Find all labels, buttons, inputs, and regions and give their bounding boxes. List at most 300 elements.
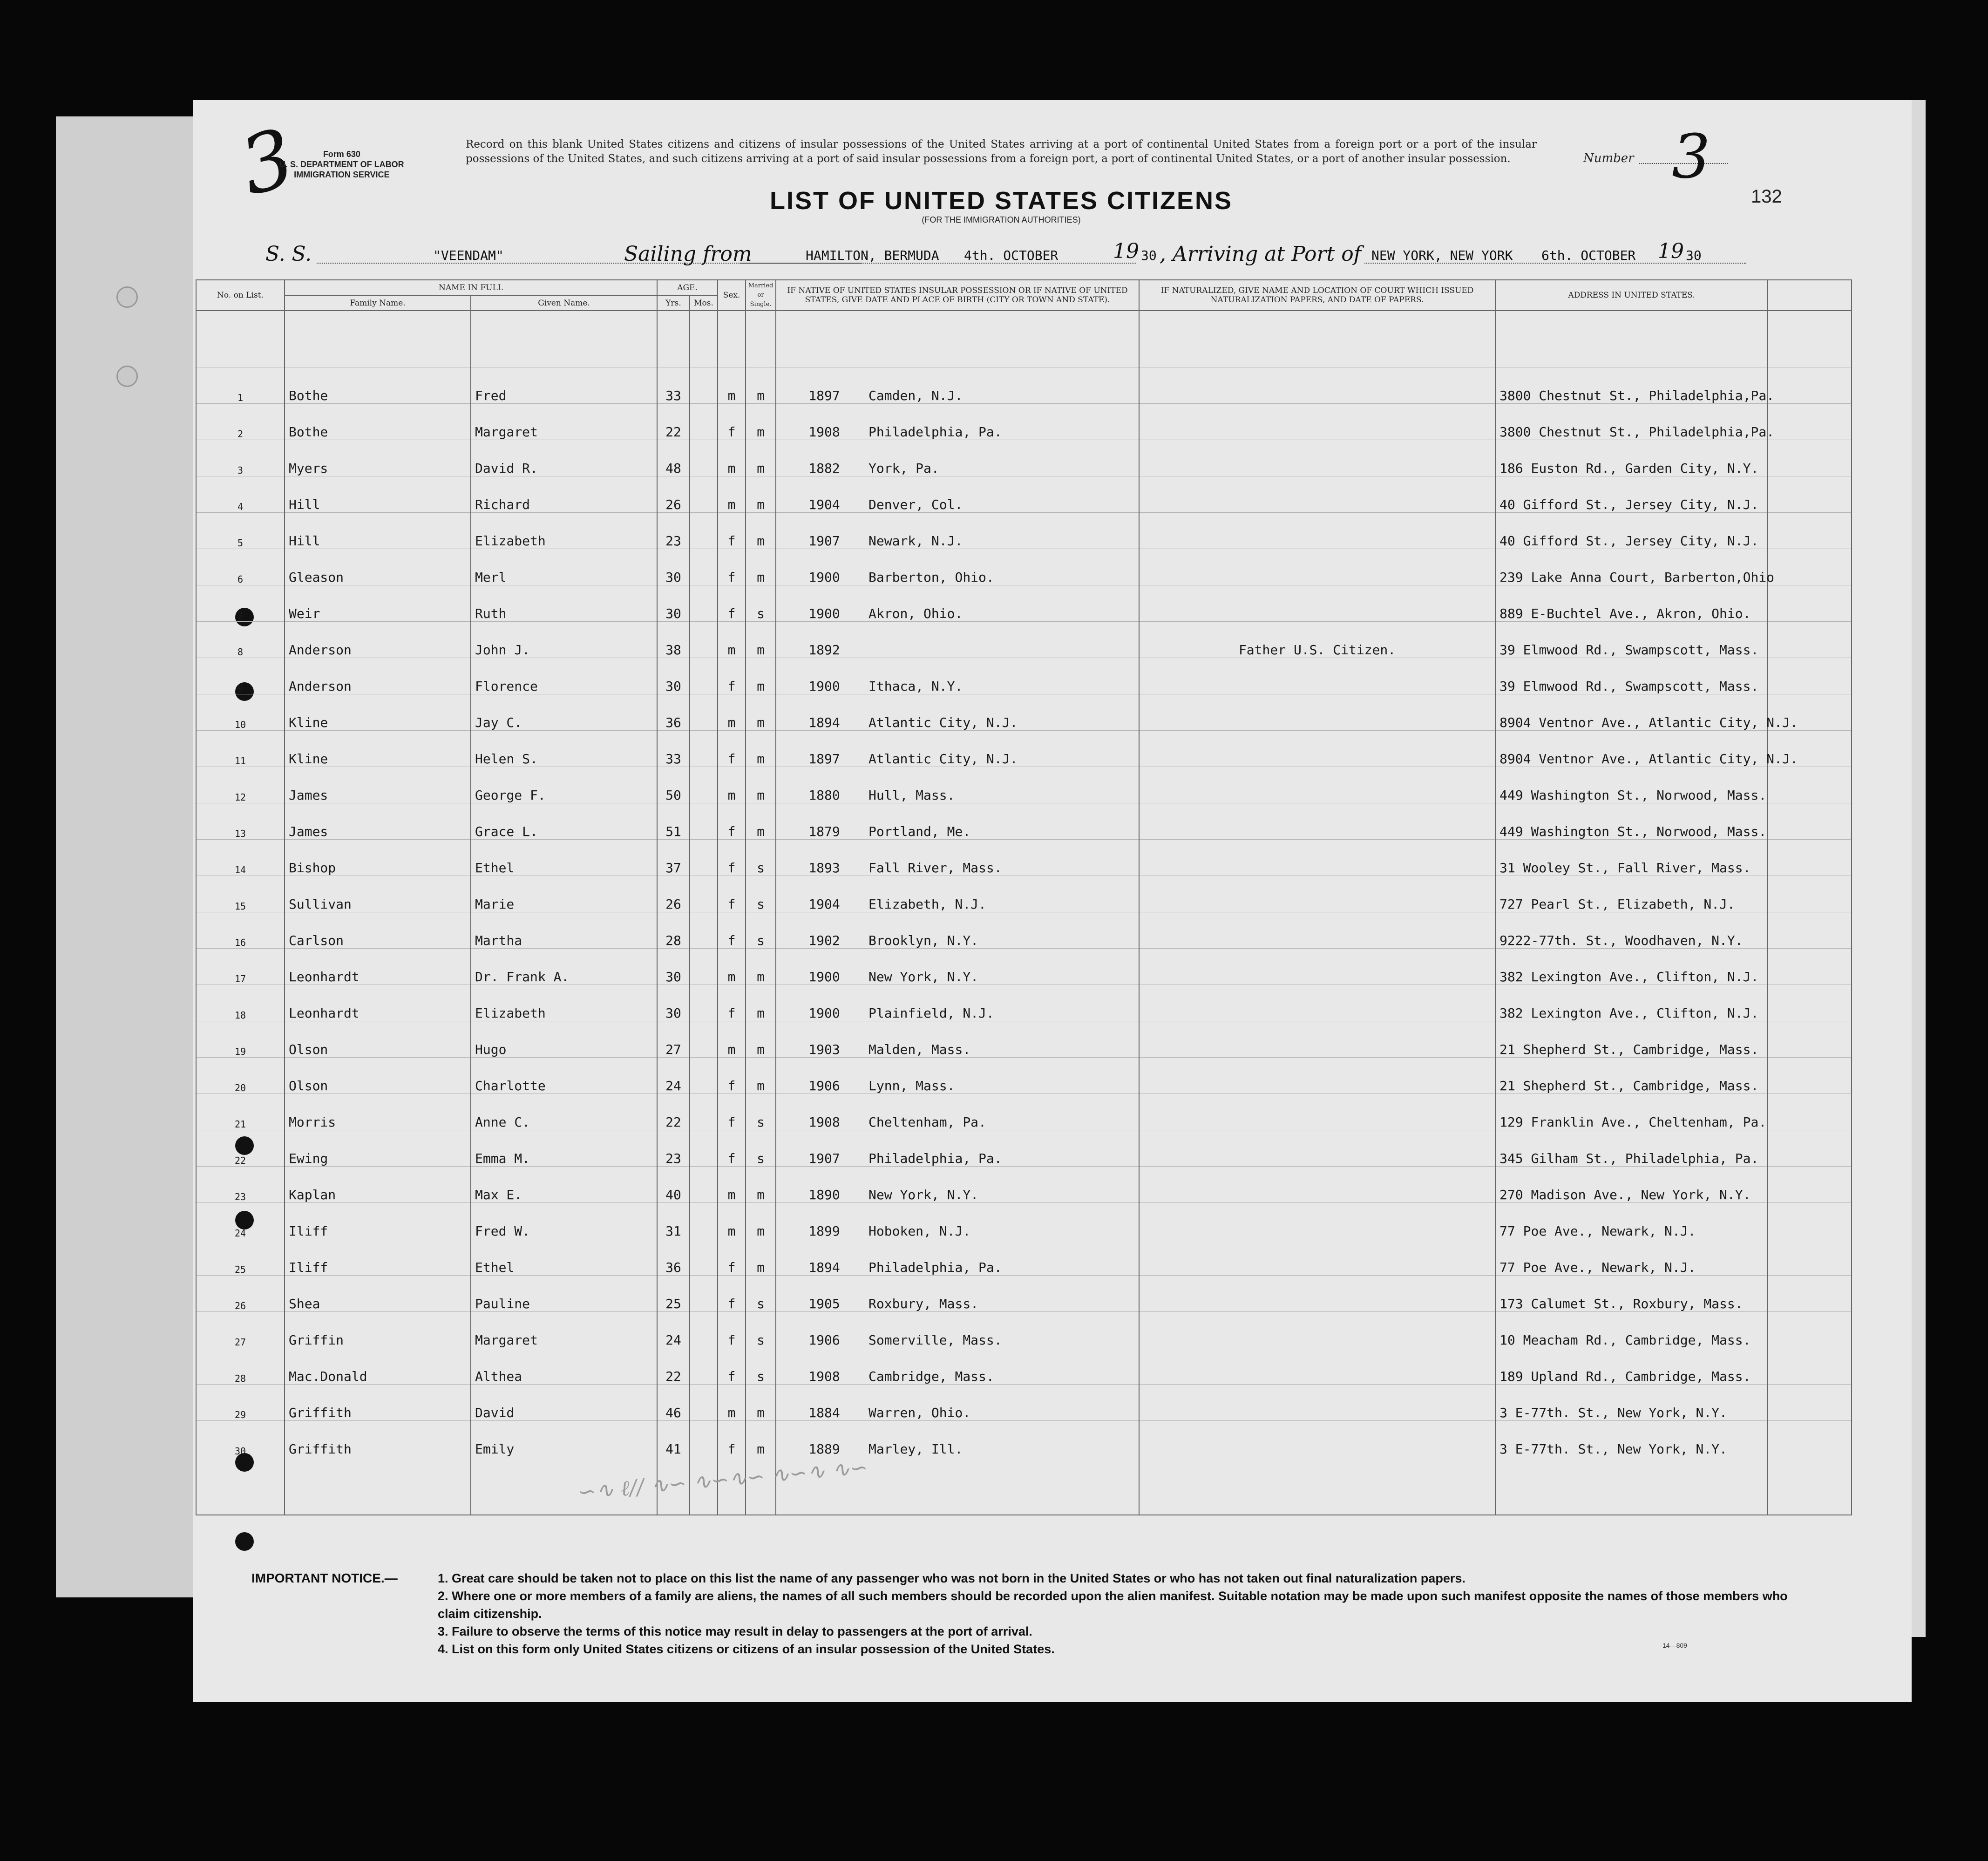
blank-cell <box>1768 1203 1852 1239</box>
age-months <box>690 367 718 404</box>
sex: m <box>718 949 746 985</box>
us-address: 10 Meacham Rd., Cambridge, Mass. <box>1495 1312 1768 1348</box>
passenger-row <box>196 912 1852 949</box>
birth-info <box>776 1239 1139 1276</box>
age-years: 36 <box>657 694 690 731</box>
citizen-manifest-table <box>196 279 1852 1515</box>
sex: f <box>718 658 746 694</box>
birth-year: 1884 <box>808 1405 840 1420</box>
naturalization-info <box>1139 367 1495 404</box>
arrival-year-prefix: 19 <box>1658 239 1684 263</box>
birth-place: New York, N.Y. <box>868 1187 979 1202</box>
age-years: 48 <box>657 440 690 476</box>
naturalization-info <box>1139 694 1495 731</box>
blank-cell <box>1768 985 1852 1021</box>
given-name: Jay C. <box>471 694 657 731</box>
family-name: Anderson <box>285 658 471 694</box>
family-name: Mac.Donald <box>285 1348 471 1385</box>
notice-item: 3. Failure to observe the terms of this notice may result in delay to passengers at the port of arrival. <box>438 1624 1032 1638</box>
passenger-number: 8 <box>196 622 285 658</box>
passenger-row <box>196 949 1852 985</box>
binder-hole <box>235 1532 254 1551</box>
passenger-number: 27 <box>196 1312 285 1348</box>
us-address: 39 Elmwood Rd., Swampscott, Mass. <box>1495 622 1768 658</box>
sex: f <box>718 513 746 549</box>
given-name: Margaret <box>471 404 657 440</box>
sex: f <box>718 1312 746 1348</box>
family-name: Bishop <box>285 840 471 876</box>
col-married: Married or Single. <box>746 280 776 311</box>
family-name: Kaplan <box>285 1167 471 1203</box>
passenger-number: 17 <box>196 949 285 985</box>
given-name: George F. <box>471 767 657 803</box>
birth-place: Philadelphia, Pa. <box>868 1151 1002 1166</box>
birth-place: Philadelphia, Pa. <box>868 1260 1002 1275</box>
passenger-row <box>196 1312 1852 1348</box>
naturalization-info <box>1139 476 1495 513</box>
birth-info <box>776 622 1139 658</box>
birth-year: 1892 <box>808 642 840 658</box>
ss-label: S. S. <box>265 242 312 266</box>
birth-place: Akron, Ohio. <box>868 606 963 621</box>
us-address: 3 E-77th. St., New York, N.Y. <box>1495 1421 1768 1457</box>
birth-place: Roxbury, Mass. <box>868 1296 979 1311</box>
col-naturalization: IF NATURALIZED, GIVE NAME AND LOCATION OF COURT WHICH ISSUED NATURALIZATION PAPERS, AND DATE OF PAPERS. <box>1139 280 1495 311</box>
family-name: Sullivan <box>285 876 471 912</box>
blank-cell <box>1768 1348 1852 1385</box>
sex: f <box>718 549 746 585</box>
age-months <box>690 1348 718 1385</box>
given-name: Florence <box>471 658 657 694</box>
birth-info <box>776 549 1139 585</box>
age-months <box>690 1421 718 1457</box>
sex: m <box>718 440 746 476</box>
passenger-number: 25 <box>196 1239 285 1276</box>
sex: f <box>718 840 746 876</box>
us-address: 270 Madison Ave., New York, N.Y. <box>1495 1167 1768 1203</box>
family-name: Ewing <box>285 1130 471 1167</box>
passenger-row <box>196 731 1852 767</box>
us-address: 3800 Chestnut St., Philadelphia,Pa. <box>1495 404 1768 440</box>
birth-place: Atlantic City, N.J. <box>868 715 1018 730</box>
naturalization-info <box>1139 404 1495 440</box>
blank-cell <box>1768 1094 1852 1130</box>
marital-status: m <box>746 1203 776 1239</box>
birth-year: 1906 <box>808 1078 840 1094</box>
page-number: 132 <box>1751 186 1782 207</box>
marital-status: m <box>746 767 776 803</box>
blank-cell <box>1768 476 1852 513</box>
given-name: Ethel <box>471 1239 657 1276</box>
family-name: Myers <box>285 440 471 476</box>
birth-year: 1903 <box>808 1042 840 1057</box>
naturalization-info: Father U.S. Citizen. <box>1139 622 1495 658</box>
blank-cell <box>1768 876 1852 912</box>
passenger-number: 2 <box>196 404 285 440</box>
passenger-number: 29 <box>196 1385 285 1421</box>
col-yrs: Yrs. <box>657 295 690 311</box>
us-address: 889 E-Buchtel Ave., Akron, Ohio. <box>1495 585 1768 622</box>
birth-info <box>776 440 1139 476</box>
blank-cell <box>1768 1167 1852 1203</box>
form-identifier <box>279 149 404 180</box>
naturalization-info <box>1139 1348 1495 1385</box>
age-years: 24 <box>657 1058 690 1094</box>
blank-cell <box>1768 1058 1852 1094</box>
age-years: 30 <box>657 585 690 622</box>
birth-place: Denver, Col. <box>868 497 963 512</box>
birth-place: Somerville, Mass. <box>868 1332 1002 1348</box>
blank-cell <box>1768 912 1852 949</box>
birth-year: 1880 <box>808 788 840 803</box>
sex: f <box>718 985 746 1021</box>
naturalization-info <box>1139 658 1495 694</box>
passenger-number: 4 <box>196 476 285 513</box>
notice-heading: IMPORTANT NOTICE.— <box>251 1571 398 1585</box>
us-address: 31 Wooley St., Fall River, Mass. <box>1495 840 1768 876</box>
us-address: 39 Elmwood Rd., Swampscott, Mass. <box>1495 658 1768 694</box>
naturalization-info <box>1139 1312 1495 1348</box>
passenger-row <box>196 1167 1852 1203</box>
given-name: Emma M. <box>471 1130 657 1167</box>
sex: m <box>718 367 746 404</box>
us-address: 239 Lake Anna Court, Barberton,Ohio <box>1495 549 1768 585</box>
col-address: ADDRESS IN UNITED STATES. <box>1495 280 1768 311</box>
passenger-number: 14 <box>196 840 285 876</box>
blank-cell <box>1768 1130 1852 1167</box>
passenger-number: 22 <box>196 1130 285 1167</box>
given-name: Dr. Frank A. <box>471 949 657 985</box>
birth-place: Newark, N.J. <box>868 533 963 549</box>
age-years: 31 <box>657 1203 690 1239</box>
marital-status: m <box>746 1385 776 1421</box>
age-years: 30 <box>657 658 690 694</box>
age-months <box>690 476 718 513</box>
birth-place: Hoboken, N.J. <box>868 1223 971 1239</box>
passenger-row <box>196 367 1852 404</box>
marital-status: m <box>746 731 776 767</box>
us-address: 382 Lexington Ave., Clifton, N.J. <box>1495 985 1768 1021</box>
sex: f <box>718 1348 746 1385</box>
passenger-row <box>196 1276 1852 1312</box>
age-months <box>690 876 718 912</box>
passenger-number: 19 <box>196 1021 285 1058</box>
passenger-number: 26 <box>196 1276 285 1312</box>
age-years: 41 <box>657 1421 690 1457</box>
age-months <box>690 949 718 985</box>
passenger-row <box>196 476 1852 513</box>
birth-info <box>776 1094 1139 1130</box>
us-address: 3800 Chestnut St., Philadelphia,Pa. <box>1495 367 1768 404</box>
col-name-in-full: NAME IN FULL <box>285 280 657 295</box>
family-name: Hill <box>285 513 471 549</box>
blank-cell <box>1768 658 1852 694</box>
age-months <box>690 1312 718 1348</box>
naturalization-info <box>1139 1130 1495 1167</box>
passenger-number: 18 <box>196 985 285 1021</box>
birth-info <box>776 1312 1139 1348</box>
given-name: Marie <box>471 876 657 912</box>
marital-status: m <box>746 404 776 440</box>
birth-year: 1904 <box>808 497 840 512</box>
spacer-row <box>196 311 1852 367</box>
department: U. S. DEPARTMENT OF LABOR <box>279 160 404 169</box>
age-months <box>690 404 718 440</box>
sex: m <box>718 694 746 731</box>
birth-info <box>776 404 1139 440</box>
birth-year: 1890 <box>808 1187 840 1202</box>
form-title: LIST OF UNITED STATES CITIZENS <box>770 187 1233 215</box>
naturalization-info <box>1139 1094 1495 1130</box>
marital-status: s <box>746 1130 776 1167</box>
passenger-number: 21 <box>196 1094 285 1130</box>
age-months <box>690 803 718 840</box>
col-mos: Mos. <box>690 295 718 311</box>
birth-place: York, Pa. <box>868 461 939 476</box>
birth-info <box>776 1203 1139 1239</box>
given-name: Ruth <box>471 585 657 622</box>
passenger-number: 15 <box>196 876 285 912</box>
passenger-number: 6 <box>196 549 285 585</box>
given-name: Althea <box>471 1348 657 1385</box>
birth-info <box>776 803 1139 840</box>
family-name: Olson <box>285 1021 471 1058</box>
us-address: 8904 Ventnor Ave., Atlantic City, N.J. <box>1495 731 1768 767</box>
given-name: Richard <box>471 476 657 513</box>
marital-status: s <box>746 912 776 949</box>
birth-place: Elizabeth, N.J. <box>868 897 986 912</box>
given-name: David R. <box>471 440 657 476</box>
passenger-number: 1 <box>196 367 285 404</box>
blank-cell <box>1768 840 1852 876</box>
arrival-port: NEW YORK, NEW YORK <box>1371 248 1513 263</box>
sex: f <box>718 912 746 949</box>
family-name: Kline <box>285 731 471 767</box>
blank-row <box>196 1457 1852 1515</box>
sex: f <box>718 1239 746 1276</box>
sex: f <box>718 1058 746 1094</box>
passenger-number: 11 <box>196 731 285 767</box>
naturalization-info <box>1139 1385 1495 1421</box>
blank-cell <box>1768 1385 1852 1421</box>
naturalization-info <box>1139 1058 1495 1094</box>
birth-info <box>776 1058 1139 1094</box>
passenger-row <box>196 513 1852 549</box>
given-name: Pauline <box>471 1276 657 1312</box>
birth-info <box>776 694 1139 731</box>
binder-hole <box>116 286 138 308</box>
birth-year: 1900 <box>808 570 840 585</box>
age-years: 25 <box>657 1276 690 1312</box>
blank-cell <box>1768 1312 1852 1348</box>
col-family-name: Family Name. <box>285 295 471 311</box>
col-number: No. on List. <box>196 280 285 311</box>
given-name: Elizabeth <box>471 513 657 549</box>
birth-info <box>776 476 1139 513</box>
given-name: Martha <box>471 912 657 949</box>
passenger-row <box>196 803 1852 840</box>
age-months <box>690 585 718 622</box>
given-name: Max E. <box>471 1167 657 1203</box>
family-name: Iliff <box>285 1203 471 1239</box>
form-instructions: Record on this blank United States citizens and citizens of insular possessions of the United States arriving at a port of continental United States from a foreign port or a port of the insular possessions of the United States, and such citizens arriving at a port of said insular possessions from a foreign port, a port of continental United States, or a port of another insular possession. <box>466 138 1537 165</box>
age-months <box>690 694 718 731</box>
us-address: 8904 Ventnor Ave., Atlantic City, N.J. <box>1495 694 1768 731</box>
passenger-row <box>196 1385 1852 1421</box>
age-years: 50 <box>657 767 690 803</box>
passenger-row <box>196 658 1852 694</box>
passenger-row <box>196 767 1852 803</box>
birth-year: 1894 <box>808 715 840 730</box>
birth-place: Lynn, Mass. <box>868 1078 955 1094</box>
age-months <box>690 731 718 767</box>
form-number: Form 630 <box>323 149 360 159</box>
passenger-number: 16 <box>196 912 285 949</box>
birth-year: 1897 <box>808 751 840 767</box>
blank-cell <box>1768 949 1852 985</box>
family-name: Morris <box>285 1094 471 1130</box>
passenger-row <box>196 1203 1852 1239</box>
blank-cell <box>1768 622 1852 658</box>
sailing-year-prefix: 19 <box>1113 239 1139 263</box>
passenger-row <box>196 622 1852 658</box>
age-months <box>690 1203 718 1239</box>
notice-item: 4. List on this form only United States citizens or citizens of an insular possession of the United States. <box>438 1642 1055 1656</box>
birth-year: 1900 <box>808 679 840 694</box>
birth-place: Cambridge, Mass. <box>868 1369 994 1384</box>
service: IMMIGRATION SERVICE <box>294 170 390 179</box>
birth-info <box>776 840 1139 876</box>
col-blank <box>1768 280 1852 311</box>
passenger-number: 13 <box>196 803 285 840</box>
us-address: 21 Shepherd St., Cambridge, Mass. <box>1495 1058 1768 1094</box>
birth-year: 1905 <box>808 1296 840 1311</box>
birth-year: 1902 <box>808 933 840 948</box>
age-months <box>690 912 718 949</box>
naturalization-info <box>1139 767 1495 803</box>
blank-cell <box>1768 1021 1852 1058</box>
footer-code: 14—809 <box>1662 1642 1687 1649</box>
sex: f <box>718 876 746 912</box>
passenger-row <box>196 1021 1852 1058</box>
marital-status: s <box>746 1312 776 1348</box>
blank-cell <box>1768 549 1852 585</box>
marital-status: m <box>746 1058 776 1094</box>
age-years: 37 <box>657 840 690 876</box>
col-birth: IF NATIVE OF UNITED STATES INSULAR POSSESSION OR IF NATIVE OF UNITED STATES, GIVE DATE AND PLACE OF BIRTH (CITY OR TOWN AND STATE). <box>776 280 1139 311</box>
age-months <box>690 1094 718 1130</box>
naturalization-info <box>1139 912 1495 949</box>
age-years: 33 <box>657 367 690 404</box>
birth-year: 1899 <box>808 1223 840 1239</box>
birth-place: Marley, Ill. <box>868 1441 963 1457</box>
birth-info <box>776 1348 1139 1385</box>
passenger-row <box>196 1094 1852 1130</box>
naturalization-info <box>1139 1203 1495 1239</box>
marital-status: m <box>746 1167 776 1203</box>
birth-year: 1906 <box>808 1332 840 1348</box>
age-months <box>690 1021 718 1058</box>
handwritten-number: 3 <box>231 111 304 214</box>
birth-year: 1900 <box>808 606 840 621</box>
marital-status: m <box>746 440 776 476</box>
family-name: Olson <box>285 1058 471 1094</box>
col-sex: Sex. <box>718 280 746 311</box>
family-name: Iliff <box>285 1239 471 1276</box>
birth-info <box>776 513 1139 549</box>
marital-status: m <box>746 549 776 585</box>
given-name: Fred <box>471 367 657 404</box>
passenger-number: 10 <box>196 694 285 731</box>
birth-place: Plainfield, N.J. <box>868 1005 994 1021</box>
given-name: Fred W. <box>471 1203 657 1239</box>
birth-info <box>776 876 1139 912</box>
birth-year: 1879 <box>808 824 840 839</box>
birth-info <box>776 731 1139 767</box>
marital-status: m <box>746 1021 776 1058</box>
birth-year: 1908 <box>808 1114 840 1130</box>
birth-info <box>776 1021 1139 1058</box>
passenger-number: 7 <box>196 585 285 622</box>
marital-status: m <box>746 694 776 731</box>
birth-year: 1908 <box>808 1369 840 1384</box>
passenger-row <box>196 585 1852 622</box>
us-address: 77 Poe Ave., Newark, N.J. <box>1495 1239 1768 1276</box>
passenger-row <box>196 1239 1852 1276</box>
us-address: 186 Euston Rd., Garden City, N.Y. <box>1495 440 1768 476</box>
us-address: 3 E-77th. St., New York, N.Y. <box>1495 1385 1768 1421</box>
ship-name: "VEENDAM" <box>433 248 504 263</box>
passenger-row <box>196 440 1852 476</box>
age-months <box>690 840 718 876</box>
age-months <box>690 622 718 658</box>
birth-place: Brooklyn, N.Y. <box>868 933 979 948</box>
sex: f <box>718 1276 746 1312</box>
birth-year: 1900 <box>808 1005 840 1021</box>
age-years: 26 <box>657 876 690 912</box>
birth-info <box>776 658 1139 694</box>
marital-status: m <box>746 1421 776 1457</box>
birth-year: 1889 <box>808 1441 840 1457</box>
age-years: 28 <box>657 912 690 949</box>
passenger-row <box>196 985 1852 1021</box>
blank-cell <box>1768 404 1852 440</box>
birth-year: 1900 <box>808 969 840 985</box>
passenger-number: 20 <box>196 1058 285 1094</box>
naturalization-info <box>1139 1021 1495 1058</box>
us-address: 40 Gifford St., Jersey City, N.J. <box>1495 476 1768 513</box>
birth-info <box>776 767 1139 803</box>
sex: m <box>718 1385 746 1421</box>
age-years: 30 <box>657 985 690 1021</box>
passenger-row <box>196 876 1852 912</box>
birth-place: Philadelphia, Pa. <box>868 424 1002 440</box>
age-months <box>690 1058 718 1094</box>
col-age: AGE. <box>657 280 718 295</box>
birth-place: Fall River, Mass. <box>868 860 1002 876</box>
sailing-label: Sailing from <box>624 242 752 266</box>
form-subtitle: (FOR THE IMMIGRATION AUTHORITIES) <box>922 215 1081 224</box>
sailing-date: 4th. OCTOBER <box>964 248 1058 263</box>
birth-info <box>776 985 1139 1021</box>
age-years: 22 <box>657 404 690 440</box>
passenger-number: 12 <box>196 767 285 803</box>
given-name: Merl <box>471 549 657 585</box>
age-years: 23 <box>657 513 690 549</box>
age-years: 51 <box>657 803 690 840</box>
age-years: 30 <box>657 949 690 985</box>
naturalization-info <box>1139 731 1495 767</box>
